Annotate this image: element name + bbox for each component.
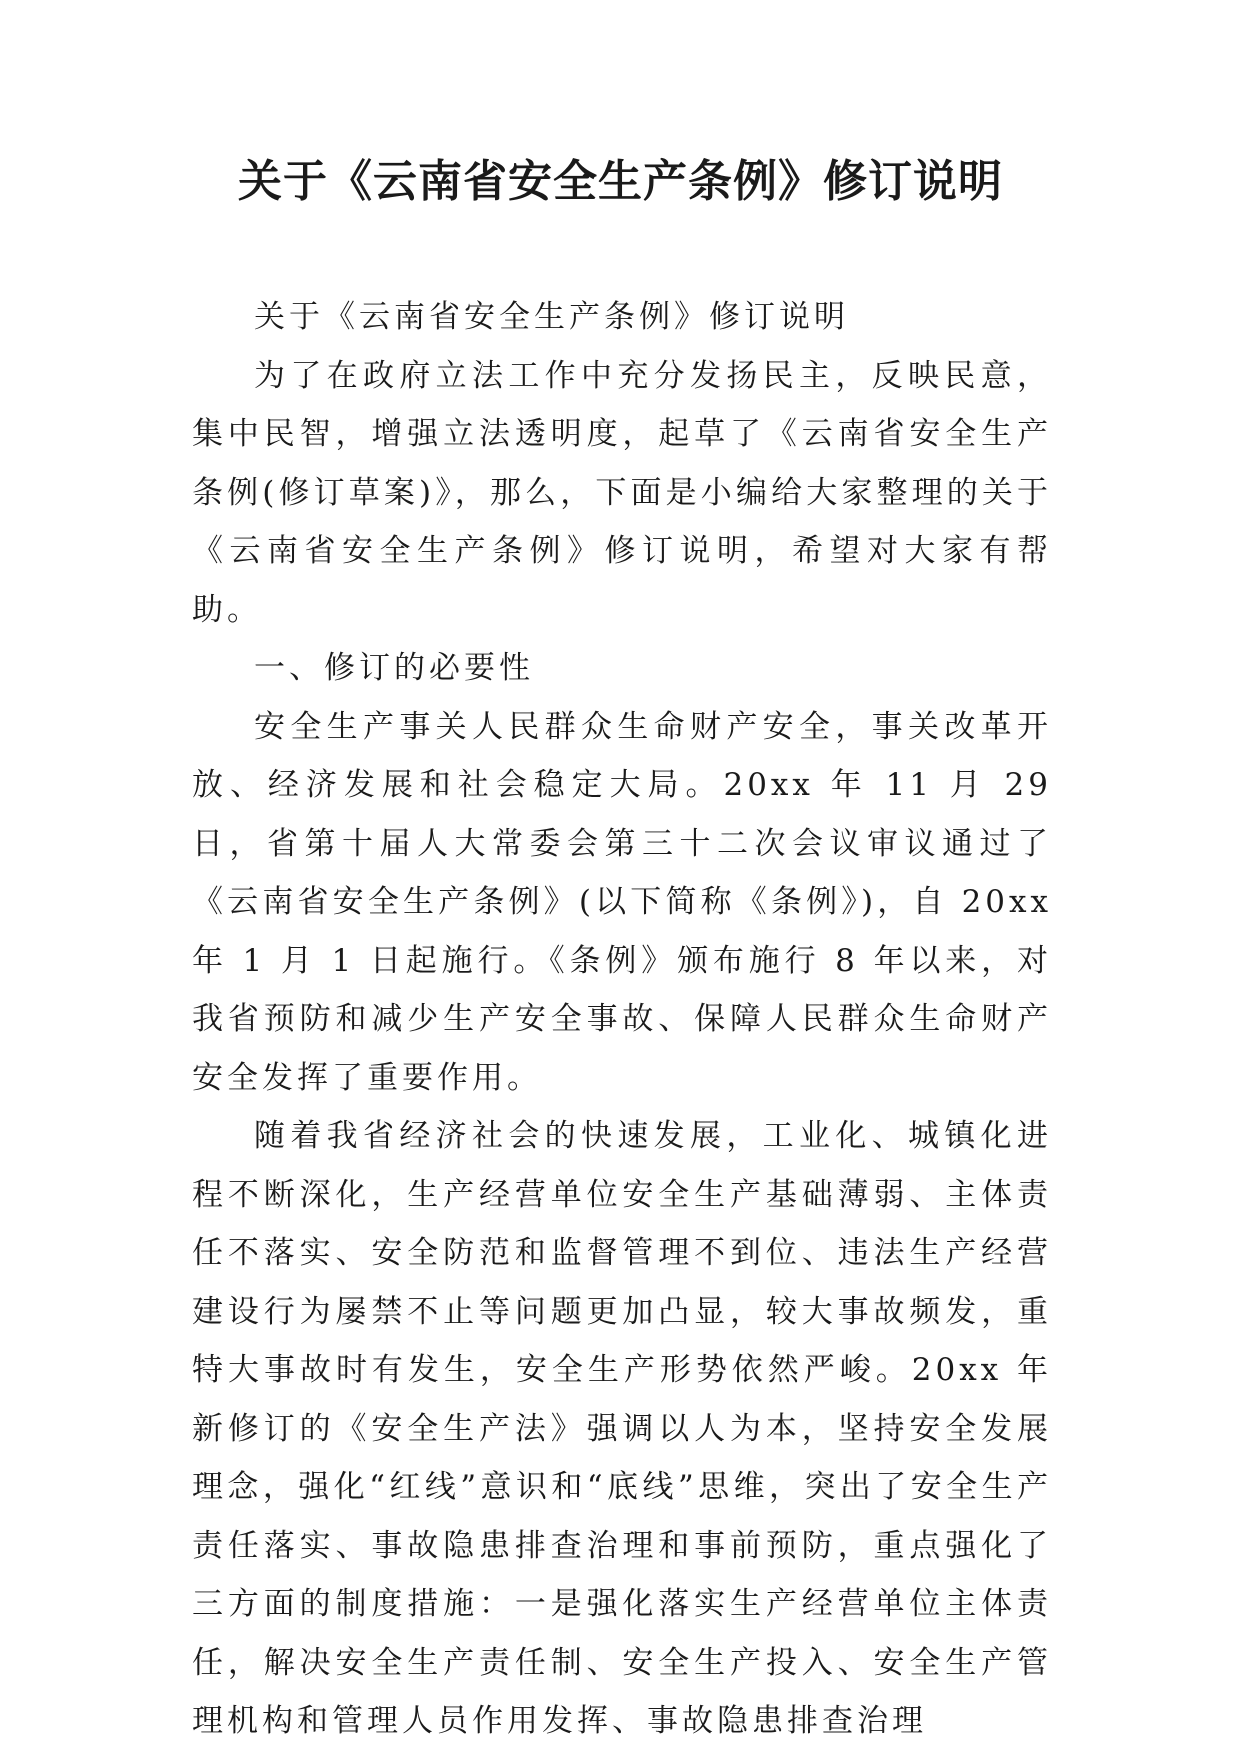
paragraph-intro: 为了在政府立法工作中充分发扬民主，反映民意，集中民智，增强立法透明度，起草了《云南省安全生产条例(修订草案)》，那么，下面是小编给大家整理的关于《云南省安全生产条例》修订说明，希望对大家有帮助。: [192, 357, 1052, 628]
section-heading-necessity: 一、修订的必要性: [254, 650, 534, 686]
paragraph-background: 安全生产事关人民群众生命财产安全，事关改革开放、经济发展和社会稳定大局。20xx 年 11 月 29 日，省第十届人大常委会第三十二次会议审议通过了《云南省安全生产条例》(以下简称《条例》)，自 20xx 年 1 月 1 日起施行。《条例》颁布施行 8 年以来，对我省预防和减少生产安全事故、保障人民群众生命财产安全发挥了重要作用。: [192, 708, 1052, 1096]
paragraph-subtitle: 关于《云南省安全生产条例》修订说明: [254, 299, 849, 335]
document-body: [192, 288, 1052, 1751]
paragraph-development: 随着我省经济社会的快速发展，工业化、城镇化进程不断深化，生产经营单位安全生产基础薄弱、主体责任不落实、安全防范和监督管理不到位、违法生产经营建设行为屡禁不止等问题更加凸显，较大事故频发，重特大事故时有发生，安全生产形势依然严峻。20xx 年新修订的《安全生产法》强调以人为本，坚持安全发展理念，强化“红线”意识和“底线”思维，突出了安全生产责任落实、事故隐患排查治理和事前预防，重点强化了三方面的制度措施：一是强化落实生产经营单位主体责任，解决安全生产责任制、安全生产投入、安全生产管理机构和管理人员作用发挥、事故隐患排查治理: [192, 1118, 1052, 1739]
document-title: 关于《云南省安全生产条例》修订说明: [238, 156, 1003, 207]
